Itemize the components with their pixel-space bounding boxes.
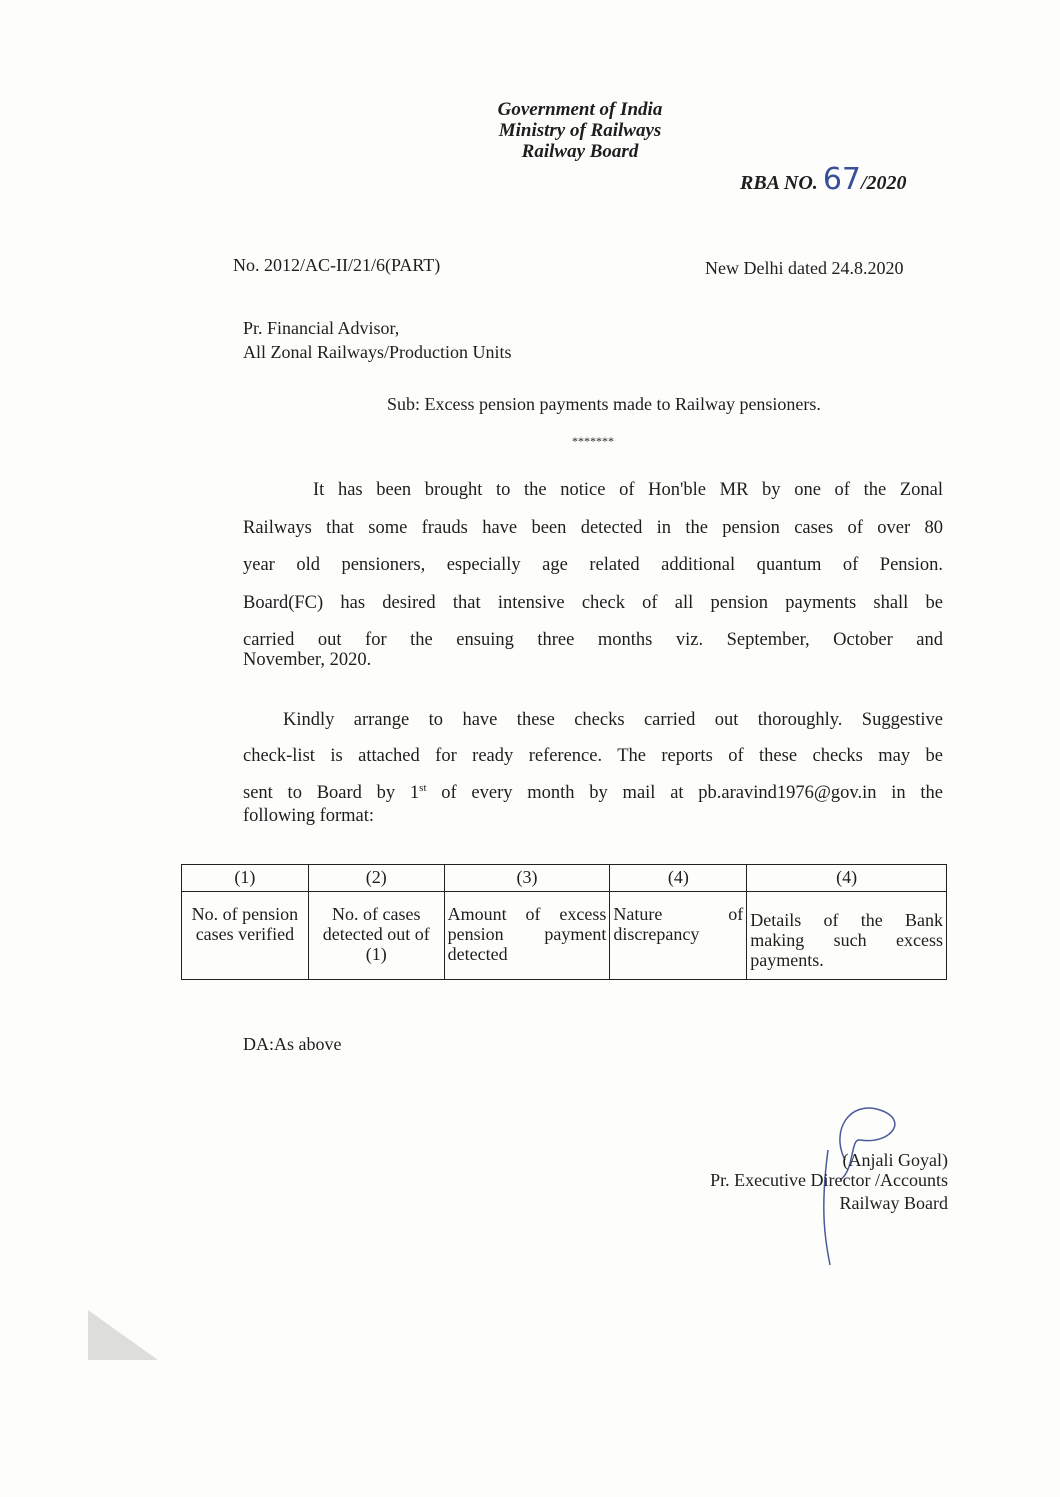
column-header: No. of cases detected out of (1) (308, 892, 444, 980)
para2-line: Kindly arrange to have these checks carried out thoroughly. Suggestive (283, 710, 943, 730)
para2-line: check-list is attached for ready reference. The reports of these checks may be (243, 746, 943, 766)
para2-line (243, 782, 943, 804)
column-header: Amount of excess pension payment detected (444, 892, 610, 980)
column-number: (1) (182, 865, 309, 892)
para1-line: Board(FC) has desired that intensive check of all pension payments shall be (243, 593, 943, 613)
rba-prefix: RBA NO. (740, 172, 818, 194)
subject: Sub: Excess pension payments made to Railway pensioners. (387, 394, 821, 414)
column-header: Details of the Bank making such excess payments. (747, 892, 947, 980)
column-number: (3) (444, 865, 610, 892)
table-header-row (182, 892, 947, 980)
table-number-row (182, 865, 947, 892)
report-format-table (181, 864, 947, 980)
separator: ******* (572, 434, 614, 448)
column-header: Nature of discrepancy (610, 892, 747, 980)
text: of every month by mail at pb.aravind1976@gov.in in the (426, 783, 943, 804)
para1-line: Railways that some frauds have been detected in the pension cases of over 80 (243, 518, 943, 538)
rba-suffix: /2020 (861, 172, 907, 194)
header-ministry: Ministry of Railways (498, 120, 662, 141)
header-board: Railway Board (521, 141, 639, 162)
column-number: (2) (308, 865, 444, 892)
para1-line: It has been brought to the notice of Hon'ble MR by one of the Zonal (313, 480, 943, 500)
column-number: (4) (610, 865, 747, 892)
text: sent to Board by 1 (243, 783, 420, 804)
superscript: st (419, 782, 427, 794)
rba-handwritten-number: 67 (822, 162, 861, 197)
addressee-line1: Pr. Financial Advisor, (243, 318, 400, 338)
scan-shadow (88, 1310, 158, 1360)
column-number: (4) (747, 865, 947, 892)
addressee-line2: All Zonal Railways/Production Units (243, 342, 512, 362)
reference-number: No. 2012/AC-II/21/6(PART) (233, 255, 441, 275)
signatory-name: (Anjali Goyal) (842, 1150, 948, 1170)
para1-line: November, 2020. (243, 650, 372, 670)
para1-line: carried out for the ensuing three months viz. September, October and (243, 630, 943, 650)
para1-line: year old pensioners, especially age related additional quantum of Pension. (243, 555, 943, 575)
para2-line: following format: (243, 806, 375, 826)
header-government: Government of India (497, 99, 663, 120)
date: New Delhi dated 24.8.2020 (705, 258, 904, 278)
signatory-office: Railway Board (839, 1193, 948, 1213)
signatory-designation: Pr. Executive Director /Accounts (710, 1170, 948, 1190)
rba-number (740, 162, 907, 197)
column-header: No. of pension cases verified (182, 892, 309, 980)
enclosure: DA:As above (243, 1034, 342, 1054)
